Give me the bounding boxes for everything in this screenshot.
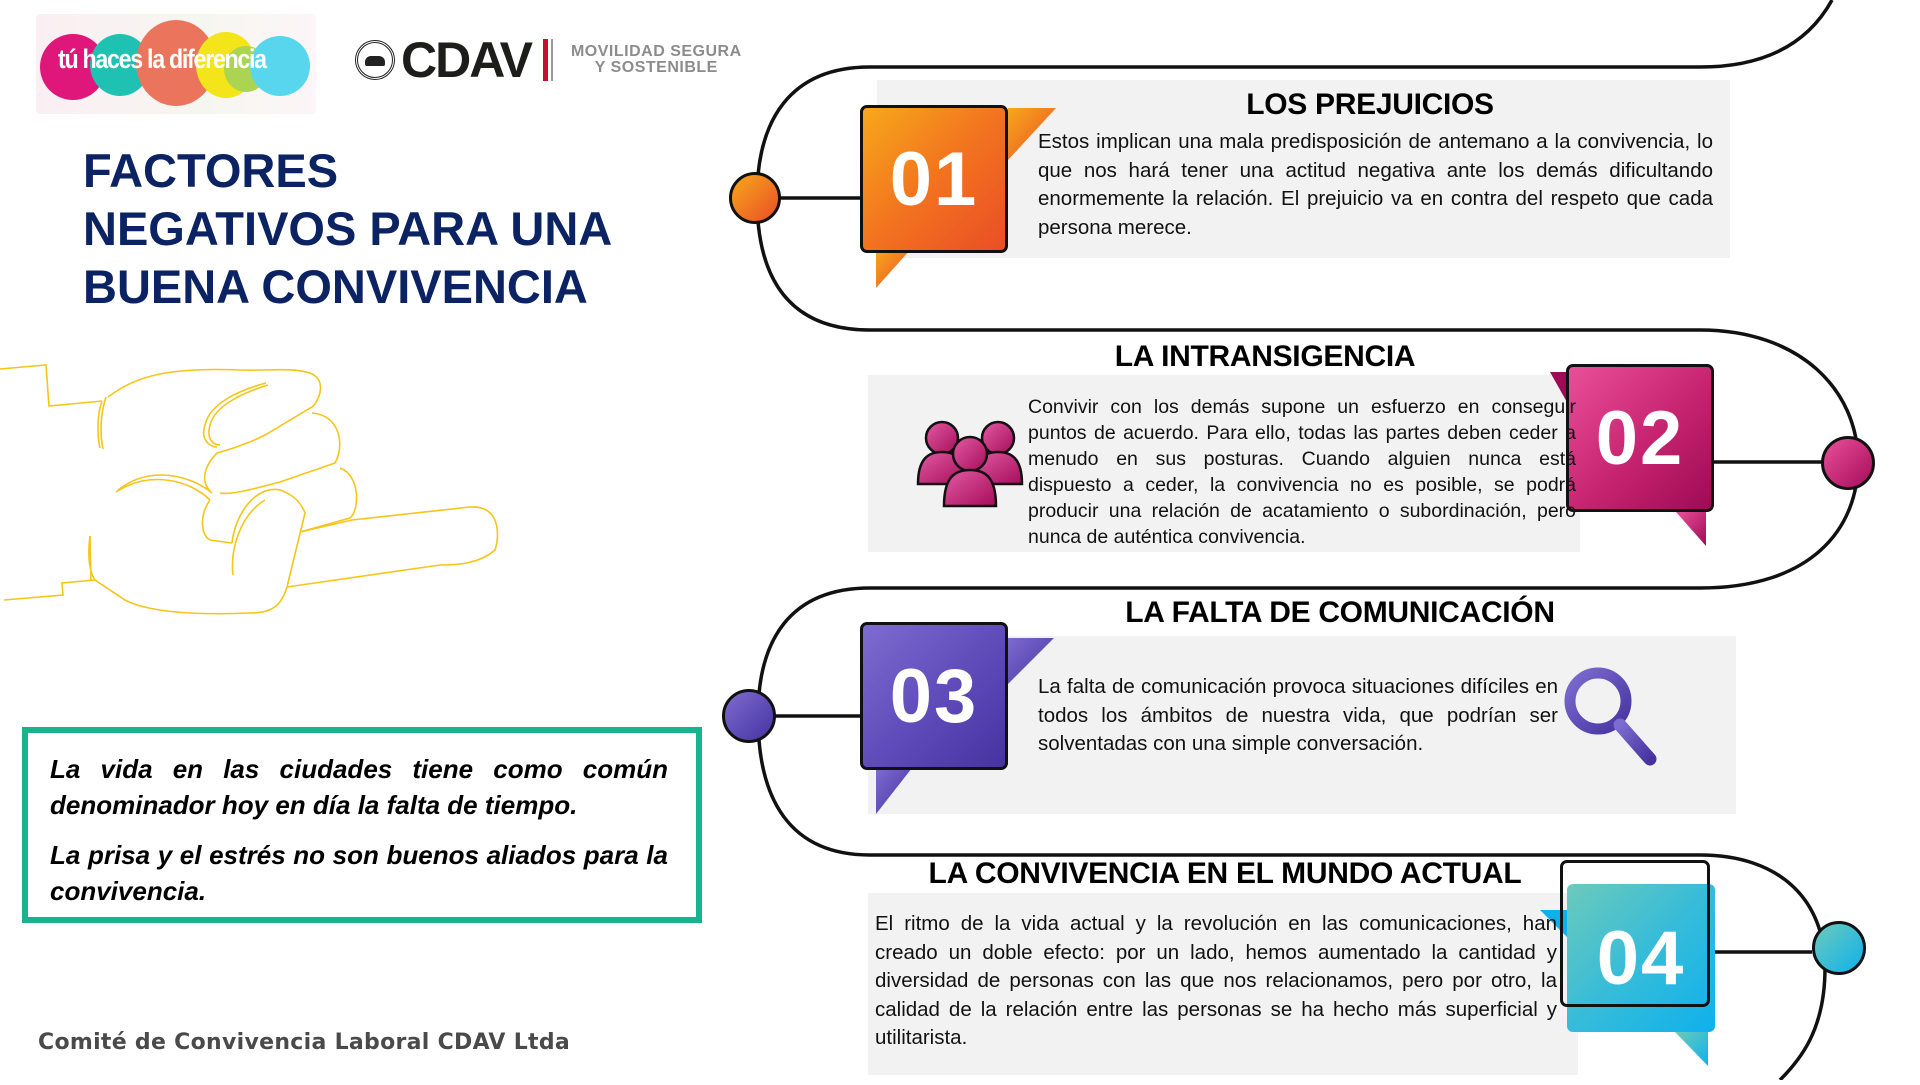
factor-4-title: LA CONVIVENCIA EN EL MUNDO ACTUAL xyxy=(928,857,1522,890)
factor-2-number: 02 xyxy=(1595,395,1685,481)
page-title xyxy=(83,142,683,316)
brand-logo-text: tú haces la diferencia xyxy=(58,44,266,74)
factor-2-timeline-node xyxy=(1821,436,1875,490)
factor-3-title: LA FALTA DE COMUNICACIÓN xyxy=(1125,596,1555,629)
tagline-line-2: Y SOSTENIBLE xyxy=(594,59,718,76)
factor-3-body: La falta de comunicación provoca situaciones difíciles en todos los ámbitos de nuestra vida, que podrían ser solventadas con una simple conversación. xyxy=(1038,675,1558,755)
factor-4-timeline-node xyxy=(1812,921,1866,975)
company-name: CDAV xyxy=(401,32,531,88)
quote-paragraph-1: La vida en las ciudades tiene como común denominador hoy en día la falta de tiempo. xyxy=(50,754,668,820)
page-title-line-3: BUENA CONVIVENCIA xyxy=(83,260,588,313)
factor-3-number-badge xyxy=(860,622,1008,770)
page-title-line-1: FACTORES xyxy=(83,144,339,197)
factor-3-timeline-node xyxy=(722,689,776,743)
company-logo xyxy=(355,32,765,88)
factor-4-number: 04 xyxy=(1596,915,1686,1001)
page-title-line-2: NEGATIVOS PARA UNA xyxy=(83,202,613,255)
magnifier-icon xyxy=(1562,665,1672,780)
factor-1-number: 01 xyxy=(889,136,979,222)
factor-4-badge-outline xyxy=(1560,860,1710,1007)
factor-3-number: 03 xyxy=(889,653,979,739)
factor-4-body: El ritmo de la vida actual y la revolución en las comunicaciones, han creado un doble efecto: por un lado, hemos aumentado la cantidad y diversidad de personas con las que nos relacionamos, pero por otro, la calidad de la relación entre las personas se ha hecho más superficial y utilitarista. xyxy=(875,912,1557,1049)
factor-2-number-badge xyxy=(1566,364,1714,512)
quote-box xyxy=(22,727,702,923)
company-tagline xyxy=(571,44,742,76)
factor-2-title: LA INTRANSIGENCIA xyxy=(1114,340,1416,373)
cdav-emblem-icon xyxy=(355,40,395,80)
quote-paragraph-2: La prisa y el estrés no son buenos aliados para la convivencia. xyxy=(50,840,668,906)
tagline-line-1: MOVILIDAD SEGURA xyxy=(570,43,742,60)
people-group-icon xyxy=(914,414,1026,510)
factor-1-title: LOS PREJUICIOS xyxy=(1246,88,1494,121)
logo-divider-red xyxy=(543,39,548,81)
hand-illustration-icon xyxy=(0,355,620,625)
factor-1-timeline-node xyxy=(729,172,781,224)
footer-signature: Comité de Convivencia Laboral CDAV Ltda xyxy=(38,1030,571,1055)
factor-1-number-badge xyxy=(860,105,1008,253)
factor-1-body: Estos implican una mala predisposición de antemano a la convivencia, lo que nos hará tener una actitud negativa ante los demás dificultando enormemente la relación. El prejuicio va en contra del respeto que cada persona merece. xyxy=(1038,130,1713,239)
factor-2-body: Convivir con los demás supone un esfuerzo en conseguir puntos de acuerdo. Para ello, todas las partes deben ceder a menudo en sus posturas. Cuando alguien nunca está dispuesto a ceder, la convivencia no es posible, se podrá producir una relación de acatamiento o subordinación, pero nunca de auténtica convivencia. xyxy=(1028,396,1576,548)
logo-divider-gray xyxy=(551,39,553,81)
brand-logo xyxy=(36,14,316,114)
